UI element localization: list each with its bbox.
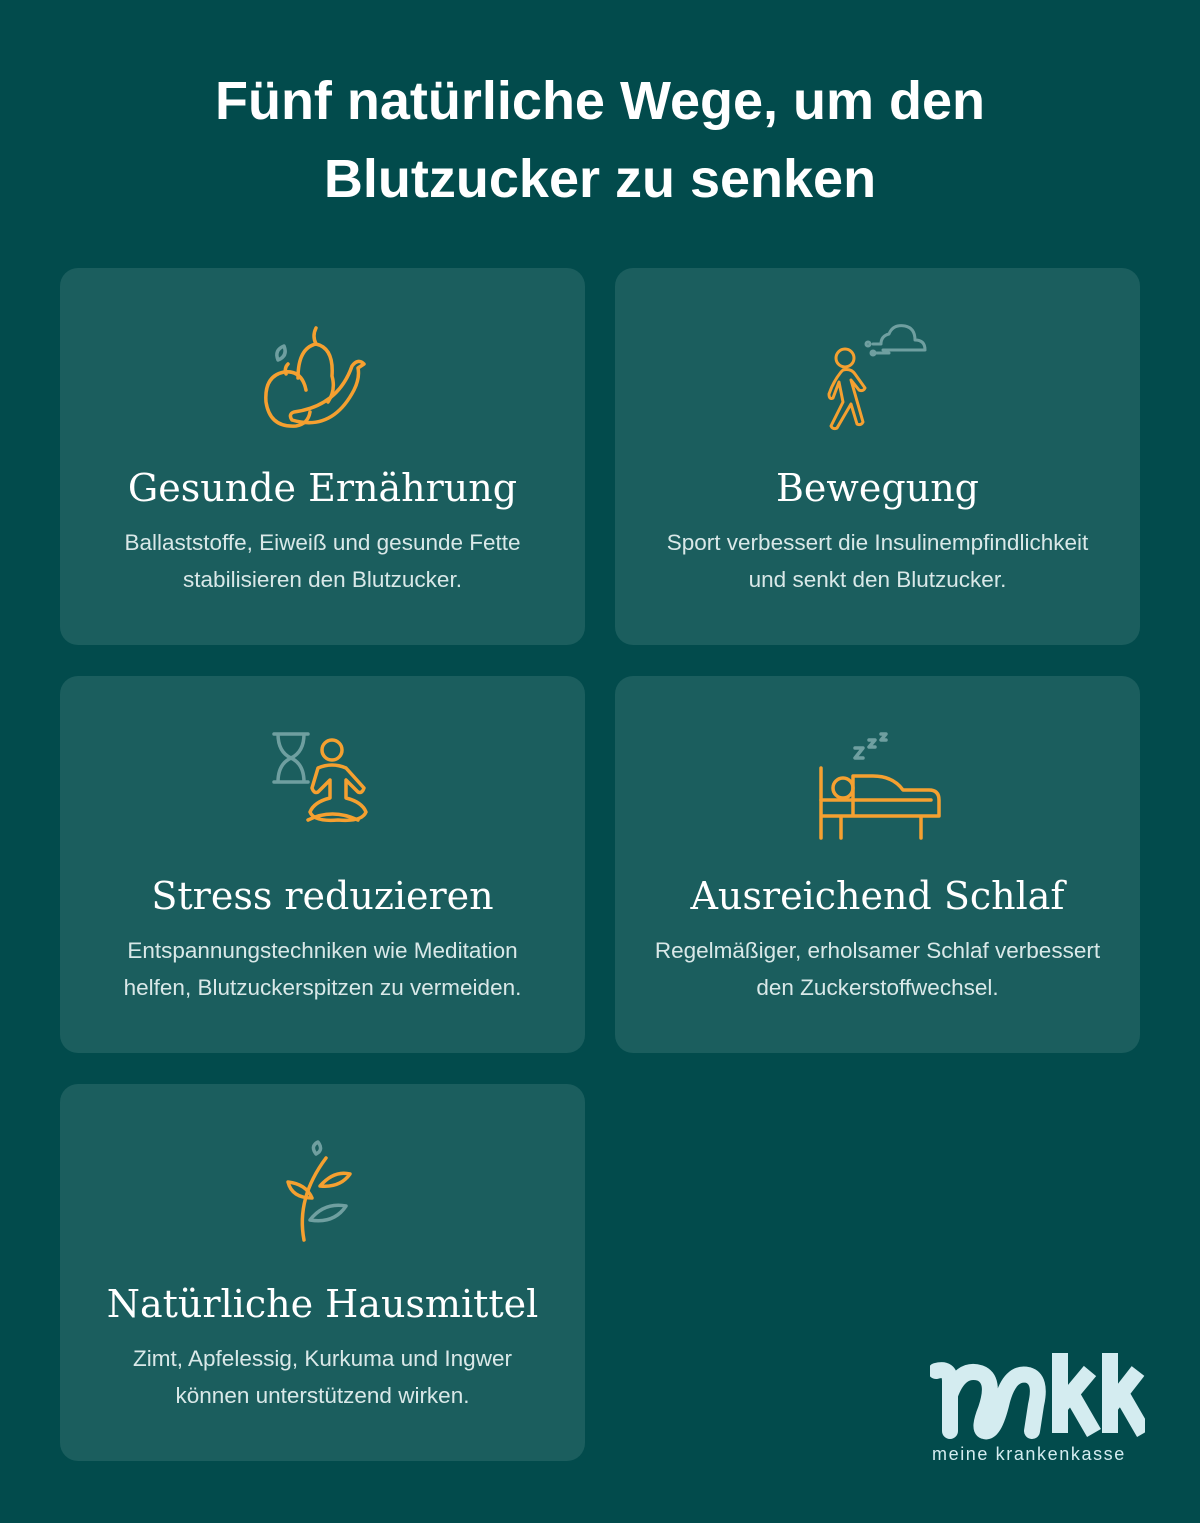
sleeping-bed-icon [813, 728, 943, 848]
card-title: Bewegung [775, 466, 980, 510]
page-title: Fünf natürliche Wege, um den Blutzucker zu senken [214, 71, 986, 209]
card-gesunde-ernaehrung [60, 268, 585, 645]
card-description: Sport verbessert die Insulinempfindlichkeit und senkt den Blutzucker. [666, 530, 1089, 592]
card-description: Ballaststoffe, Eiweiß und gesunde Fette stabilisieren den Blutzucker. [124, 530, 521, 592]
card-description: Zimt, Apfelessig, Kurkuma und Ingwer können unterstützend wirken. [133, 1346, 512, 1408]
card-description: Regelmäßiger, erholsamer Schlaf verbessert den Zuckerstoffwechsel. [654, 938, 1101, 1000]
card-bewegung [615, 268, 1140, 645]
card-stress-reduzieren [60, 676, 585, 1053]
card-natuerliche-hausmittel [60, 1084, 585, 1461]
card-title: Natürliche Hausmittel [106, 1282, 539, 1326]
card-ausreichend-schlaf [615, 676, 1140, 1053]
fruit-icon [258, 320, 388, 440]
card-title: Stress reduzieren [151, 874, 494, 918]
card-title: Gesunde Ernährung [127, 466, 518, 510]
walking-person-icon [813, 320, 943, 440]
plant-sprout-icon [258, 1136, 388, 1256]
meditation-icon [258, 728, 388, 848]
card-description: Entspannungstechniken wie Meditation helfen, Blutzuckerspitzen zu vermeiden. [123, 938, 522, 1000]
card-title: Ausreichend Schlaf [690, 874, 1065, 918]
logo-tagline: meine krankenkasse [932, 1444, 1126, 1464]
